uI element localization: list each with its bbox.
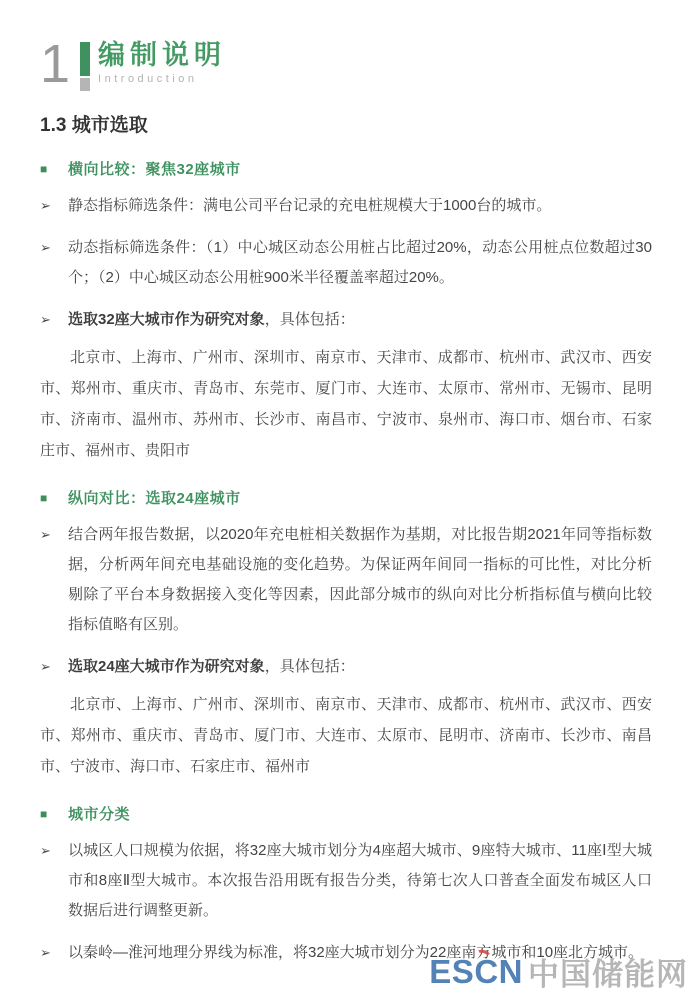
chapter-subtitle: Introduction <box>98 73 198 85</box>
arrow-bullet-icon: ➢ <box>40 198 51 213</box>
subheading-vertical-comparison <box>40 487 652 508</box>
bullet-select-32-cities <box>40 305 652 335</box>
square-bullet-icon: ■ <box>40 806 48 821</box>
bullet-text: 以秦岭—淮河地理分界线为标准，将32座大城市划分为22座南方城市和10座北方城市。 <box>68 944 644 961</box>
subheading-text: 横向比较：聚焦32座城市 <box>68 161 241 178</box>
logo-chinese-text: 中国储能网 <box>528 957 688 992</box>
escn-watermark-logo <box>429 949 688 994</box>
gray-bar-icon <box>80 78 90 91</box>
bullet-select-24-cities <box>40 652 652 682</box>
logo-c-wrap <box>474 953 498 991</box>
bullet-two-year-comparison <box>40 520 652 640</box>
square-bullet-icon: ■ <box>40 161 48 176</box>
bullet-text: 静态指标筛选条件：满电公司平台记录的充电桩规模大于1000台的城市。 <box>68 197 552 214</box>
bullet-lead-bold: 选取32座大城市作为研究对象 <box>68 311 265 328</box>
arrow-bullet-icon: ➢ <box>40 843 51 858</box>
chapter-number: 1 <box>40 34 71 94</box>
subheading-city-classification <box>40 803 652 824</box>
subheading-text: 城市分类 <box>68 806 131 823</box>
bullet-text: 动态指标筛选条件：（1）中心城区动态公用桩占比超过20%，动态公用桩点位数超过30个；（2）中心城区动态公用桩900米半径覆盖率超过20%。 <box>68 239 652 286</box>
arrow-bullet-icon: ➢ <box>40 240 51 255</box>
square-bullet-icon: ■ <box>40 490 48 505</box>
chapter-titles <box>98 40 226 85</box>
arrow-bullet-icon: ➢ <box>40 312 51 327</box>
bullet-text <box>68 652 652 682</box>
logo-n: N <box>498 952 523 990</box>
arrow-bullet-icon: ➢ <box>40 659 51 674</box>
bullet-dynamic-criteria <box>40 233 652 293</box>
city-list-32: 北京市、上海市、广州市、深圳市、南京市、天津市、成都市、杭州市、武汉市、西安市、郑州市、重庆市、青岛市、东莞市、厦门市、大连市、太原市、常州市、无锡市、昆明市、济南市、温州市、苏州市、长沙市、南昌市、宁波市、泉州市、海口市、烟台市、石家庄市、福州市、贵阳市 <box>40 349 652 459</box>
subheading-text: 纵向对比：选取24座城市 <box>68 490 241 507</box>
bullet-rest: ，具体包括： <box>264 658 355 675</box>
bullet-text: 结合两年报告数据，以2020年充电桩相关数据作为基期，对比报告期2021年同等指标数据，分析两年间充电基础设施的变化趋势。为保证两年间同一指标的可比性，对比分析剔除了平台本身数据接入变化等因素，因此部分城市的纵向对比分析指标值与横向比较指标值略有区别。 <box>68 526 652 633</box>
green-bar-icon <box>80 42 90 76</box>
chapter-bar-decoration <box>80 42 90 91</box>
escn-logo-text <box>429 953 523 991</box>
chapter-header <box>40 36 652 96</box>
section-title: 1.3 城市选取 <box>40 115 148 136</box>
logo-es: ES <box>429 952 475 990</box>
bullet-population-classification <box>40 836 652 926</box>
arrow-bullet-icon: ➢ <box>40 945 51 960</box>
bullet-rest: ，具体包括： <box>264 311 355 328</box>
bullet-text: 以城区人口规模为依据，将32座大城市划分为4座超大城市、9座特大城市、11座Ⅰ型大城市和8座Ⅱ型大城市。本次报告沿用既有报告分类，待第七次人口普查全面发布城区人口数据后进行调整更新。 <box>68 842 652 919</box>
city-list-24: 北京市、上海市、广州市、深圳市、南京市、天津市、成都市、杭州市、武汉市、西安市、郑州市、重庆市、青岛市、厦门市、大连市、太原市、昆明市、济南市、长沙市、南昌市、宁波市、海口市、石家庄市、福州市 <box>40 696 652 775</box>
logo-c: C <box>474 952 499 990</box>
arrow-bullet-icon: ➢ <box>40 527 51 542</box>
bullet-lead-bold: 选取24座大城市作为研究对象 <box>68 658 265 675</box>
chapter-title: 编制说明 <box>98 40 227 70</box>
subheading-horizontal-comparison <box>40 158 652 179</box>
bullet-static-criteria <box>40 191 652 221</box>
bullet-text <box>68 305 652 335</box>
